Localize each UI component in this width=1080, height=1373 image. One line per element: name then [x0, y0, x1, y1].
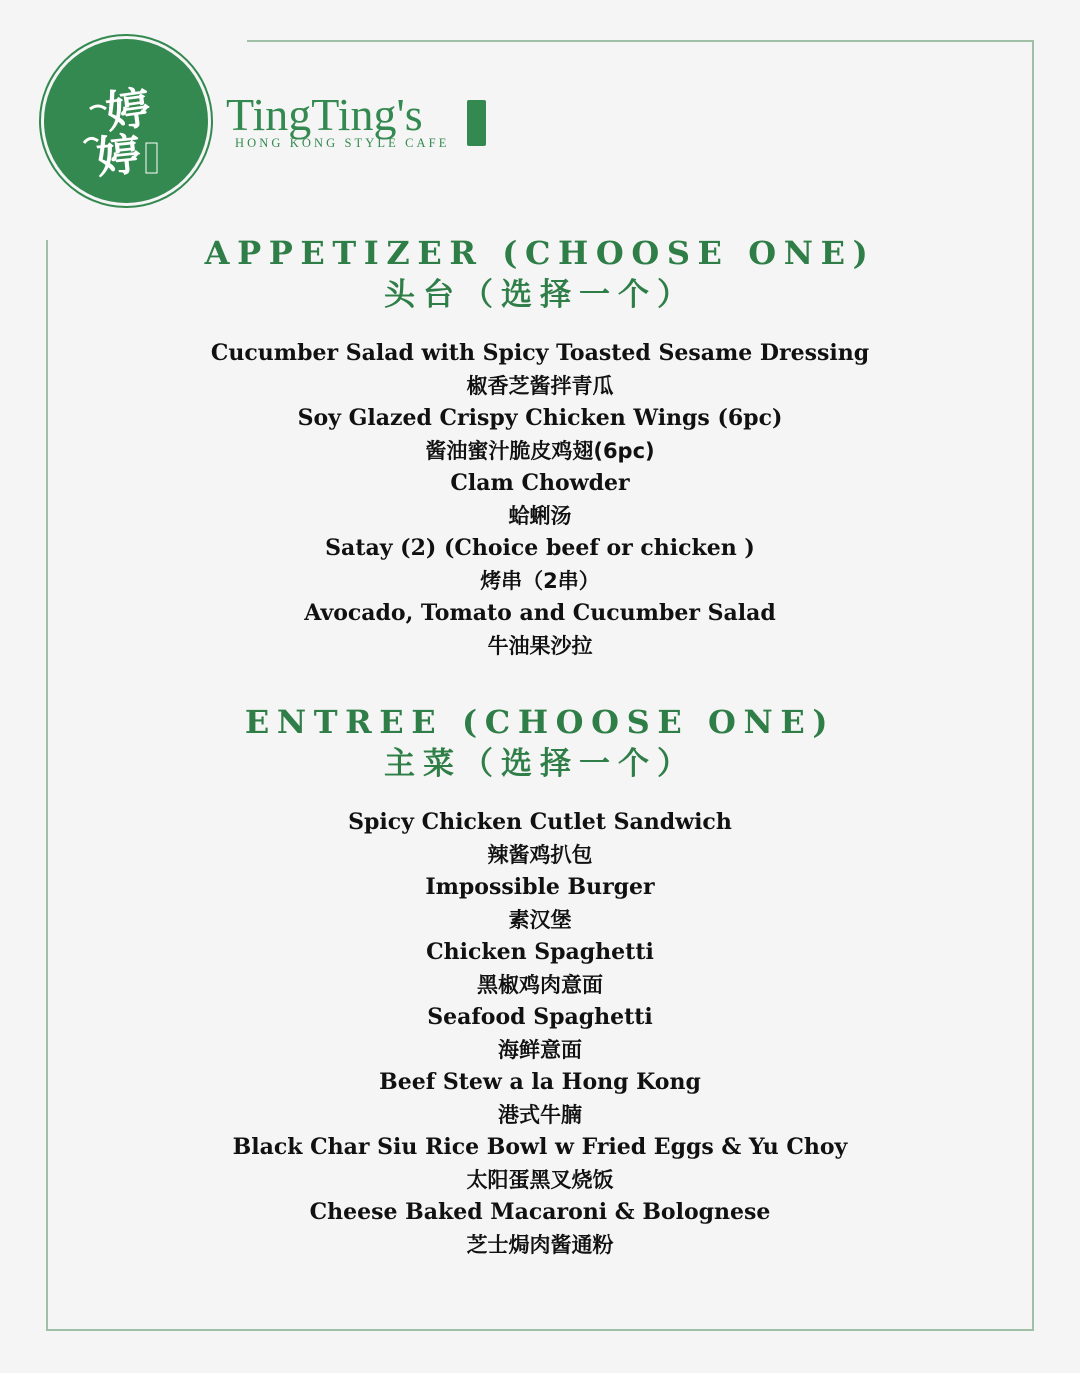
logo-tag-box: [146, 143, 157, 173]
brand-logo: [44, 39, 208, 203]
entree-item: [0, 1196, 1080, 1261]
dish-name-zh: 港式牛腩: [498, 1103, 582, 1127]
brand-seal-icon: [467, 100, 486, 146]
dish-name: Cucumber Salad with Spicy Toasted Sesame Dressing: [210, 340, 870, 366]
dish-name: Avocado, Tomato and Cucumber Salad: [304, 600, 776, 626]
dish-name: Spicy Chicken Cutlet Sandwich: [348, 809, 732, 835]
dish-name-zh: 海鲜意面: [498, 1038, 582, 1062]
dish-name: Beef Stew a la Hong Kong: [379, 1069, 701, 1095]
logo-char-top: 婷: [102, 82, 154, 139]
dish-name-zh: 烤串（2串）: [480, 569, 600, 593]
entree-list: [0, 806, 1080, 1261]
dish-name: Seafood Spaghetti: [427, 1004, 653, 1030]
appetizer-item: [0, 337, 1080, 402]
appetizer-item: [0, 402, 1080, 467]
entree-item: [0, 806, 1080, 871]
brand-name: TingTing's: [226, 89, 423, 140]
dish-name-zh: 椒香芝酱拌青瓜: [466, 374, 614, 398]
entree-title-zh: 主菜（选择一个）: [384, 746, 696, 782]
appetizer-item: [0, 597, 1080, 662]
entree-item: [0, 936, 1080, 1001]
dish-name: Soy Glazed Crispy Chicken Wings (6pc): [297, 405, 783, 431]
dish-name: Satay (2) (Choice beef or chicken ): [325, 535, 755, 561]
appetizer-item: [0, 467, 1080, 532]
entree-item: [0, 871, 1080, 936]
entree-item: [0, 1131, 1080, 1196]
dish-name-zh: 芝士焗肉酱通粉: [466, 1233, 614, 1257]
dish-name-zh: 酱油蜜汁脆皮鸡翅(6pc): [425, 439, 655, 463]
brand-subtitle: HONG KONG STYLE CAFE: [235, 136, 450, 150]
dish-name-zh: 素汉堡: [508, 908, 572, 932]
dish-name: Clam Chowder: [450, 470, 630, 496]
appetizer-title: APPETIZER (CHOOSE ONE): [204, 234, 876, 272]
logo-calligraphy-icon: [44, 39, 208, 203]
entree-item: [0, 1001, 1080, 1066]
appetizer-title-zh: 头台（选择一个）: [384, 277, 696, 313]
dish-name-zh: 蛤蜊汤: [508, 504, 572, 528]
entree-item: [0, 1066, 1080, 1131]
appetizer-list: [0, 337, 1080, 662]
dish-name-zh: 牛油果沙拉: [487, 634, 593, 658]
dish-name: Chicken Spaghetti: [426, 939, 654, 965]
entree-title: ENTREE (CHOOSE ONE): [244, 703, 836, 741]
dish-name: Cheese Baked Macaroni & Bolognese: [309, 1199, 771, 1225]
logo-char-bottom: 婷: [93, 128, 144, 185]
dish-name: Impossible Burger: [425, 874, 655, 900]
dish-name: Black Char Siu Rice Bowl w Fried Eggs & Yu Choy: [232, 1134, 848, 1160]
appetizer-item: [0, 532, 1080, 597]
dish-name-zh: 辣酱鸡扒包: [487, 843, 593, 867]
frame-bottom-line: [46, 1329, 1034, 1331]
dish-name-zh: 太阳蛋黑叉烧饭: [466, 1168, 614, 1192]
dish-name-zh: 黑椒鸡肉意面: [477, 973, 603, 997]
frame-top-line: [247, 40, 1034, 42]
